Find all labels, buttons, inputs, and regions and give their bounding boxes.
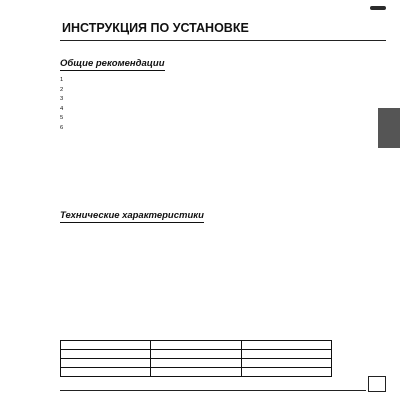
item-text (68, 96, 386, 104)
general-list (60, 77, 386, 132)
table-row (61, 368, 332, 377)
table-header-cell (61, 341, 151, 350)
table-cell (151, 350, 241, 359)
list-item (60, 96, 386, 104)
item-text (68, 125, 386, 133)
item-text (68, 87, 386, 95)
list-item (60, 125, 386, 133)
page-title: ИНСТРУКЦИЯ ПО УСТАНОВКЕ (62, 21, 249, 35)
list-item (60, 77, 386, 85)
page-number (368, 376, 386, 392)
table-cell (61, 359, 151, 368)
item-number: 4 (60, 105, 64, 112)
item-number: 5 (60, 115, 64, 122)
table-header-row (61, 341, 332, 350)
item-number: 2 (60, 86, 64, 93)
conditions-table (60, 340, 332, 377)
item-text (68, 115, 386, 123)
table-header-cell (151, 341, 241, 350)
table-cell (241, 359, 331, 368)
title-divider (60, 40, 386, 41)
table-row (61, 350, 332, 359)
table-cell (151, 368, 241, 377)
table-cell (61, 350, 151, 359)
table-row (61, 359, 332, 368)
table-header-cell (241, 341, 331, 350)
table-cell (241, 368, 331, 377)
specs-heading: Технические характеристики (60, 210, 204, 221)
specs-section (60, 205, 386, 229)
list-item (60, 106, 386, 114)
brand-badge (370, 6, 386, 10)
item-text (68, 77, 386, 85)
item-text (68, 106, 386, 114)
table-cell (61, 368, 151, 377)
item-number: 3 (60, 96, 64, 103)
list-item (60, 115, 386, 123)
item-number: 1 (60, 77, 64, 83)
general-section (60, 53, 386, 134)
table-cell (151, 359, 241, 368)
table-cell (241, 350, 331, 359)
list-item (60, 87, 386, 95)
footer-divider (60, 390, 366, 391)
general-heading: Общие рекомендации (60, 58, 165, 69)
item-number: 6 (60, 124, 64, 131)
